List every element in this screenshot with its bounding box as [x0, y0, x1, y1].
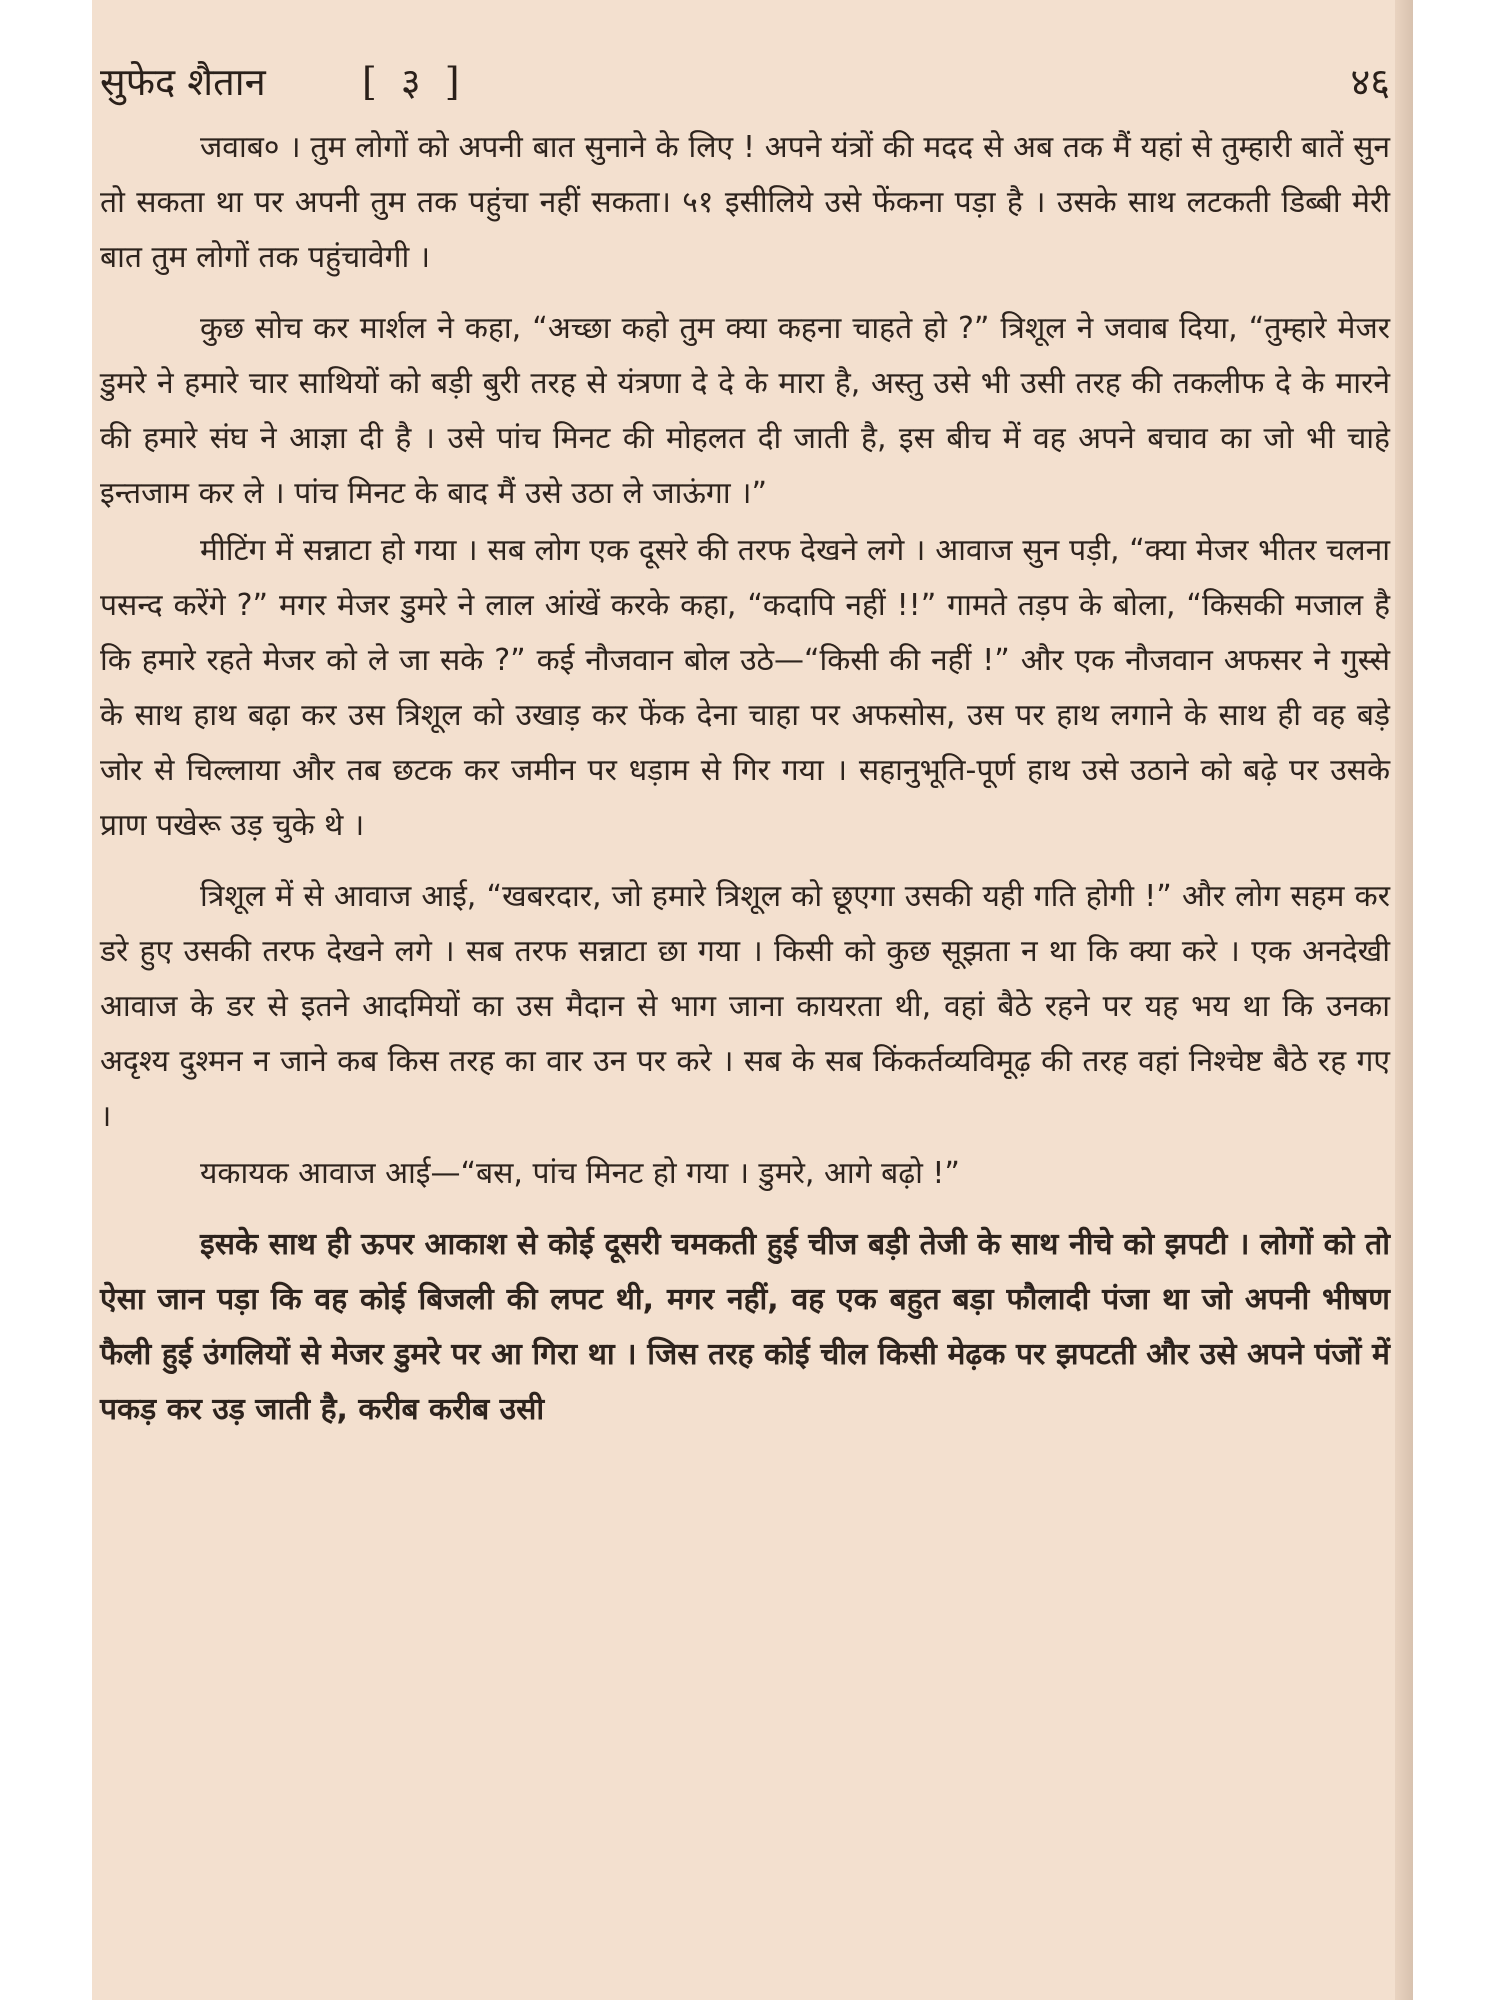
paragraph-6: इसके साथ ही ऊपर आकाश से कोई दूसरी चमकती हुई चीज बड़ी तेजी के साथ नीचे को झपटी । लोगों को तो ऐसा जान पड़ा कि वह कोई बिजली की लपट थी, मगर नहीं, वह एक बहुत बड़ा फौलादी पंजा था जो अपनी भीषण फैली हुई उंगलियों से मेजर डुमरे पर आ गिरा था । जिस तरह कोई चील किसी मेढ़क पर झपटती और उसे अपने पंजों में पकड़ कर उड़ जाती है, करीब करीब उसी [100, 1227, 1390, 1427]
left-scan-margin [0, 0, 92, 2000]
paragraph-4: त्रिशूल में से आवाज आई, “खबरदार, जो हमारे त्रिशूल को छूएगा उसकी यही गति होगी !” और लोग सहम कर डरे हुए उसकी तरफ देखने लगे । सब तरफ सन्नाटा छा गया । किसी को कुछ सूझता न था कि क्या करे । एक अनदेखी आवाज के डर से इतने आदमियों का उस मैदान से भाग जाना कायरता थी, वहां बैठे रहने पर यह भय था कि उनका अदृश्य दुश्मन न जाने कब किस तरह का वार उन पर करे । सब के सब किंकर्तव्यविमूढ़ की तरह वहां निश्चेष्ट बैठे रह गए । [100, 879, 1390, 1134]
right-scan-margin [1413, 0, 1500, 2000]
paragraph-3: मीटिंग में सन्नाटा हो गया । सब लोग एक दूसरे की तरफ देखने लगे । आवाज सुन पड़ी, “क्या मेजर भीतर चलना पसन्द करेंगे ?” मगर मेजर डुमरे ने लाल आंखें करके कहा, “कदापि नहीं !!” गामते तड़प के बोला, “किसकी मजाल है कि हमारे रहते मेजर को ले जा सके ?” कई नौजवान बोल उठे—“किसी की नहीं !” और एक नौजवान अफसर ने गुस्से के साथ हाथ बढ़ा कर उस त्रिशूल को उखाड़ कर फेंक देना चाहा पर अफसोस, उस पर हाथ लगाने के साथ ही वह बड़े जोर से चिल्लाया और तब छटक कर जमीन पर धड़ाम से गिर गया । सहानुभूति-पूर्ण हाथ उसे उठाने को बढ़े पर उसके प्राण पखेरू उड़ चुके थे । [100, 533, 1390, 843]
paragraph-5: यकायक आवाज आई—“बस, पांच मिनट हो गया । डुमरे, आगे बढ़ो !” [200, 1156, 960, 1191]
chapter-mark: [ ३ ] [362, 60, 466, 104]
page-header [100, 52, 1390, 112]
body-text [100, 120, 1390, 1439]
paragraph-2: कुछ सोच कर मार्शल ने कहा, “अच्छा कहो तुम क्या कहना चाहते हो ?” त्रिशूल ने जवाब दिया, “तुम्हारे मेजर डुमरे ने हमारे चार साथियों को बड़ी बुरी तरह से यंत्रणा दे दे के मारा है, अस्तु उसे भी उसी तरह की तकलीफ दे के मारने की हमारे संघ ने आज्ञा दी है । उसे पांच मिनट की मोहलत दी जाती है, इस बीच में वह अपने बचाव का जो भी चाहे इन्तजाम कर ले । पांच मिनट के बाद मैं उसे उठा ले जाऊंगा ।” [100, 311, 1390, 511]
page-number: ४६ [1350, 60, 1390, 104]
running-head: सुफेद शैतान [100, 60, 266, 104]
page-edge-shadow [1395, 0, 1413, 2000]
paragraph-1: जवाब० । तुम लोगों को अपनी बात सुनाने के लिए ! अपने यंत्रों की मदद से अब तक मैं यहां से तुम्हारी बातें सुन तो सकता था पर अपनी तुम तक पहुंचा नहीं सकता। ५१ इसीलिये उसे फेंकना पड़ा है । उसके साथ लटकती डिब्बी मेरी बात तुम लोगों तक पहुंचावेगी । [100, 130, 1390, 275]
